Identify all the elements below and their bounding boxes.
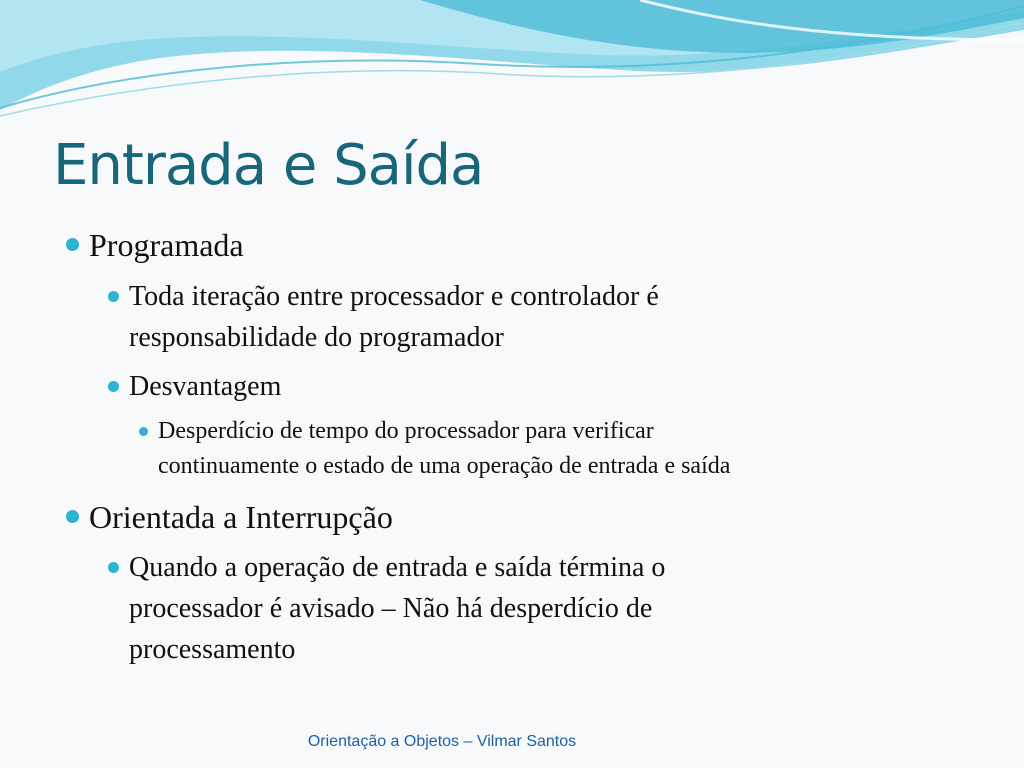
bullet-orientada-interrupcao xyxy=(66,498,393,536)
bullet-line: Quando a operação de entrada e saída términa o xyxy=(129,552,666,583)
bullet-line: responsabilidade do programador xyxy=(129,322,504,353)
bullet-dot-icon xyxy=(108,562,119,573)
bullet-dot-icon xyxy=(66,510,79,523)
bullet-text xyxy=(129,276,659,358)
bullet-text xyxy=(158,414,730,484)
bullet-dot-icon xyxy=(66,238,79,251)
bullet-desvantagem xyxy=(108,366,281,407)
bullet-text xyxy=(129,547,665,670)
bullet-desperdicio xyxy=(139,414,730,484)
bullet-line: continuamente o estado de uma operação de entrada e saída xyxy=(158,453,731,479)
bullet-quando-operacao xyxy=(108,547,665,670)
slide-footer: Orientação a Objetos – Vilmar Santos xyxy=(307,733,577,750)
decorative-wave-banner xyxy=(0,0,1024,120)
bullet-line: processamento xyxy=(129,634,296,665)
bullet-line: Toda iteração entre processador e controlador é xyxy=(129,281,659,312)
bullet-programada xyxy=(66,226,244,264)
bullet-toda-iteracao xyxy=(108,276,659,358)
slide-title: Entrada e Saída xyxy=(53,133,484,198)
bullet-line: processador é avisado – Não há desperdício de xyxy=(129,593,653,624)
bullet-line: Desperdício de tempo do processador para verificar xyxy=(158,418,654,444)
bullet-dot-icon xyxy=(139,427,148,436)
bullet-text: Programada xyxy=(89,227,244,263)
bullet-dot-icon xyxy=(108,381,119,392)
bullet-dot-icon xyxy=(108,291,119,302)
bullet-text: Orientada a Interrupção xyxy=(89,499,393,535)
bullet-text: Desvantagem xyxy=(129,371,282,402)
